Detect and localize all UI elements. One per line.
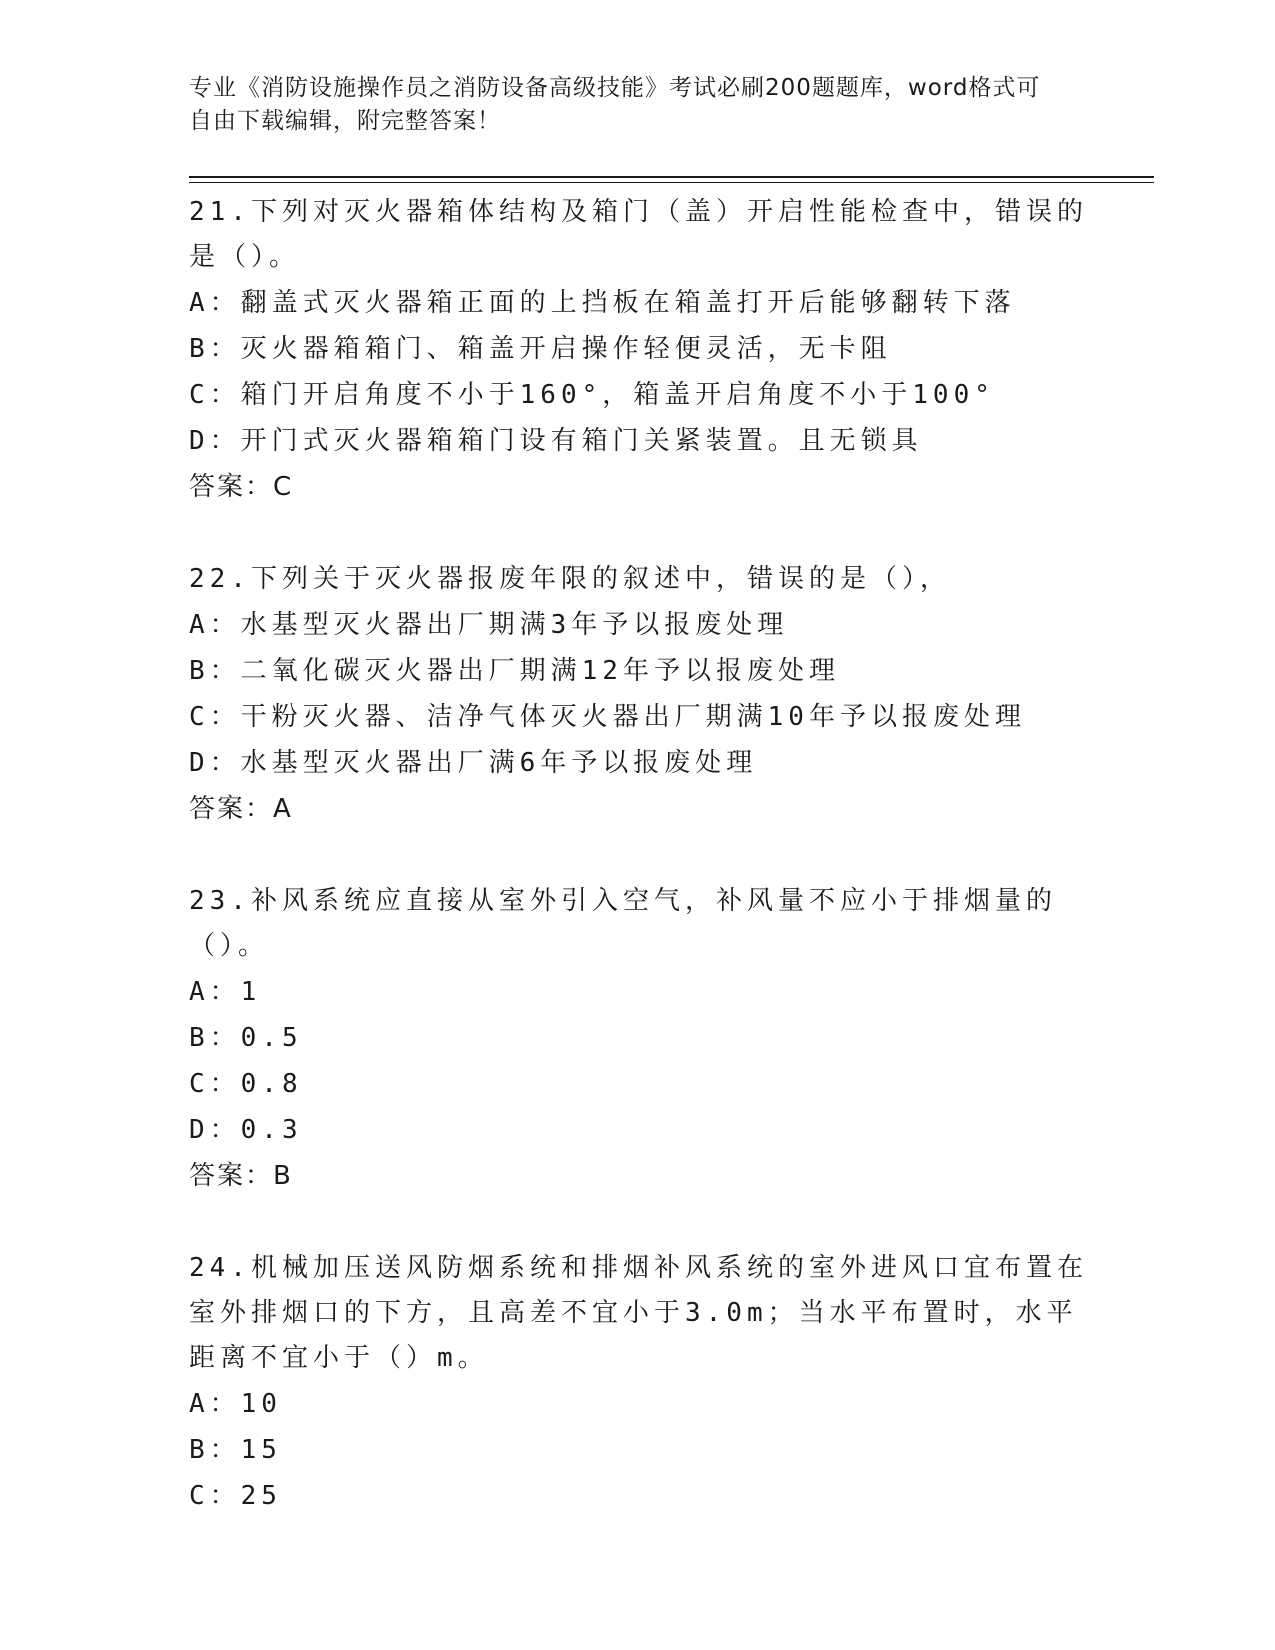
header-divider-thin xyxy=(189,182,1154,183)
option-b: B：0.5 xyxy=(189,1023,303,1053)
question-22 xyxy=(189,557,1089,832)
question-stem: 22.下列关于灭火器报废年限的叙述中，错误的是（）， xyxy=(189,564,951,594)
option-d: D：水基型灭火器出厂满6年予以报废处理 xyxy=(189,748,758,778)
option-c: C：干粉灭火器、洁净气体灭火器出厂期满10年予以报废处理 xyxy=(189,702,1026,732)
option-a: A：水基型灭火器出厂期满3年予以报废处理 xyxy=(189,610,789,640)
question-stem: 24.机械加压送风防烟系统和排烟补风系统的室外进风口宜布置在室外排烟口的下方，且高差不宜小于3.0m；当水平布置时，水平距离不宜小于（）m。 xyxy=(189,1253,1088,1373)
option-c: C：25 xyxy=(189,1481,282,1511)
option-a: A：10 xyxy=(189,1389,282,1419)
header-divider-thick xyxy=(189,176,1154,178)
answer-line: 答案：C xyxy=(189,472,294,502)
question-list xyxy=(189,190,1089,1566)
question-24 xyxy=(189,1246,1089,1519)
question-23 xyxy=(189,879,1089,1199)
header-line-2: 自由下载编辑，附完整答案！ xyxy=(189,108,501,134)
option-c: C：0.8 xyxy=(189,1069,303,1099)
option-c: C：箱门开启角度不小于160°，箱盖开启角度不小于100° xyxy=(189,380,995,410)
question-stem: 21.下列对灭火器箱体结构及箱门（盖）开启性能检查中，错误的是（）。 xyxy=(189,197,1088,272)
option-b: B：二氧化碳灭火器出厂期满12年予以报废处理 xyxy=(189,656,840,686)
document-header xyxy=(189,72,1069,138)
question-stem: 23.补风系统应直接从室外引入空气，补风量不应小于排烟量的（）。 xyxy=(189,886,1057,961)
header-line-1: 专业《消防设施操作员之消防设备高级技能》考试必刷200题题库，word格式可 xyxy=(189,75,1041,101)
option-b: B：灭火器箱箱门、箱盖开启操作轻便灵活，无卡阻 xyxy=(189,334,892,364)
option-b: B：15 xyxy=(189,1435,282,1465)
option-d: D：0.3 xyxy=(189,1115,303,1145)
question-21 xyxy=(189,190,1089,510)
answer-line: 答案：B xyxy=(189,1161,293,1191)
option-a: A：翻盖式灭火器箱正面的上挡板在箱盖打开后能够翻转下落 xyxy=(189,288,1016,318)
option-a: A：1 xyxy=(189,977,262,1007)
answer-line: 答案：A xyxy=(189,794,293,824)
option-d: D：开门式灭火器箱箱门设有箱门关紧装置。且无锁具 xyxy=(189,426,923,456)
